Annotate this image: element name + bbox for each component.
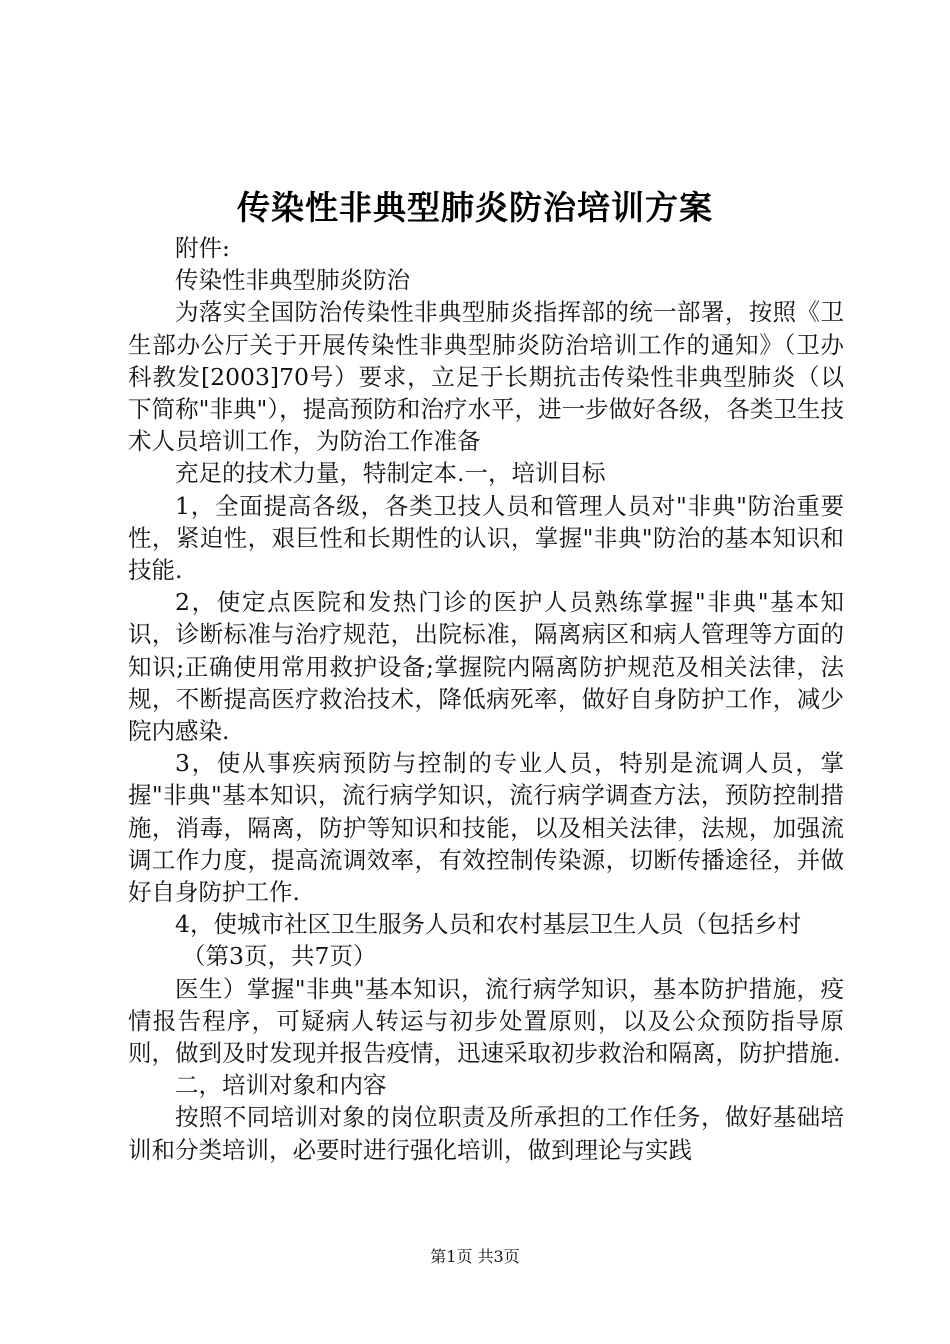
intro-paragraph: 为落实全国防治传染性非典型肺炎指挥部的统一部署，按照《卫生部办公厅关于开展传染性非典型肺炎防治培训工作的通知》（卫办科教发[2003]70号）要求，立足于长期抗击传染性非典型肺炎（以下简称"非典"），提高预防和治疗水平，进一步做好各级，各类卫生技术人员培训工作，为防治工作准备 bbox=[128, 298, 844, 456]
goal-4-paragraph: 4，使城市社区卫生服务人员和农村基层卫生人员（包括乡村 bbox=[175, 910, 801, 939]
inline-page-marker: （第3页，共7页） bbox=[182, 942, 377, 971]
page-footer: 第1页 共3页 bbox=[430, 1247, 520, 1266]
intro-continuation-paragraph: 充足的技术力量，特制定本.一，培训目标 bbox=[175, 459, 606, 488]
document-body bbox=[128, 232, 844, 1166]
subtitle-paragraph: 传染性非典型肺炎防治 bbox=[175, 266, 410, 295]
goal-4-continuation-paragraph: 医生）掌握"非典"基本知识，流行病学知识，基本防护措施，疫情报告程序，可疑病人转运与初步处置原则，以及公众预防指导原则，做到及时发现并报告疫情，迅速采取初步救治和隔离，防护措施. bbox=[128, 974, 844, 1068]
document-title: 传染性非典型肺炎防治培训方案 bbox=[237, 188, 713, 227]
goal-1-paragraph: 1，全面提高各级，各类卫技人员和管理人员对"非典"防治重要性，紧迫性，艰巨性和长期性的认识，掌握"非典"防治的基本知识和技能. bbox=[128, 491, 844, 585]
section-2-heading: 二，培训对象和内容 bbox=[175, 1071, 387, 1100]
goal-2-paragraph: 2，使定点医院和发热门诊的医护人员熟练掌握"非典"基本知识，诊断标准与治疗规范，出院标准，隔离病区和病人管理等方面的知识;正确使用常用救护设备;掌握院内隔离防护规范及相关法律，法规，不断提高医疗救治技术，降低病死率，做好自身防护工作，减少院内感染. bbox=[128, 588, 844, 746]
goal-3-paragraph: 3，使从事疾病预防与控制的专业人员，特别是流调人员，掌握"非典"基本知识，流行病学知识，流行病学调查方法，预防控制措施，消毒，隔离，防护等知识和技能，以及相关法律，法规，加强流调工作力度，提高流调效率，有效控制传染源，切断传播途径，并做好自身防护工作. bbox=[128, 749, 844, 907]
section-2-paragraph: 按照不同培训对象的岗位职责及所承担的工作任务，做好基础培训和分类培训，必要时进行强化培训，做到理论与实践 bbox=[128, 1103, 844, 1164]
attachment-label: 附件: bbox=[175, 234, 230, 262]
